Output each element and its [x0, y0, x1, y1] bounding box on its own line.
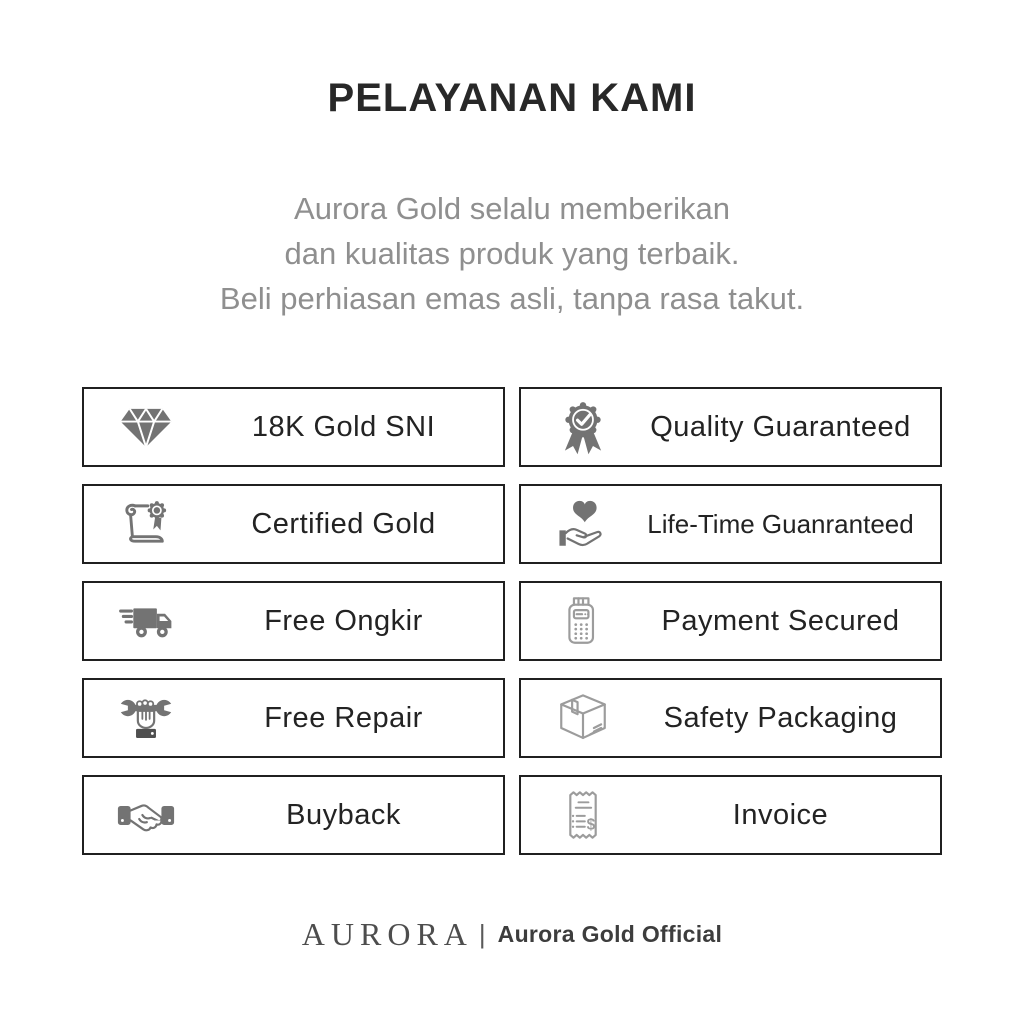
- page-title: PELAYANAN KAMI: [327, 76, 697, 120]
- service-card-free-ongkir: [82, 581, 505, 661]
- subtitle-line-2: dan kualitas produk yang terbaik.: [284, 236, 740, 271]
- service-label: Buyback: [286, 798, 401, 831]
- service-card-payment: [519, 581, 942, 661]
- service-label: Certified Gold: [251, 507, 436, 540]
- subtitle-line-3: Beli perhiasan emas asli, tanpa rasa takut.: [219, 281, 805, 316]
- service-card-18k-gold: [82, 387, 505, 467]
- service-card-quality: [519, 387, 942, 467]
- service-card-certified: [82, 484, 505, 564]
- account-name: Aurora Gold Official: [497, 921, 723, 947]
- service-card-lifetime: [519, 484, 942, 564]
- delivery-truck-icon: [84, 592, 194, 650]
- divider-bar: |: [478, 919, 486, 949]
- service-label: Invoice: [732, 798, 829, 831]
- service-label: Life-Time Guanranteed: [647, 508, 914, 539]
- package-box-icon: [521, 689, 631, 747]
- medal-check-icon: [521, 398, 631, 456]
- service-label: Payment Secured: [661, 604, 900, 637]
- service-label: Safety Packaging: [663, 701, 898, 734]
- certificate-icon: [84, 495, 194, 553]
- svg-text:$: $: [586, 816, 596, 834]
- subtitle-line-1: Aurora Gold selalu memberikan: [294, 191, 730, 226]
- receipt-icon: [521, 786, 631, 844]
- subtitle: [0, 186, 1024, 321]
- service-label: Free Repair: [264, 701, 423, 734]
- wrench-hand-icon: [84, 689, 194, 747]
- heart-in-hand-icon: [521, 495, 631, 553]
- service-card-free-repair: [82, 678, 505, 758]
- service-card-invoice: [519, 775, 942, 855]
- service-label: 18K Gold SNI: [251, 410, 436, 443]
- handshake-icon: [84, 786, 194, 844]
- service-label: Quality Guaranteed: [650, 410, 911, 443]
- payment-terminal-icon: [521, 592, 631, 650]
- service-label: Free Ongkir: [264, 604, 423, 637]
- brand-name: AURORA: [301, 916, 473, 952]
- diamond-icon: [84, 398, 194, 456]
- service-card-packaging: [519, 678, 942, 758]
- service-card-buyback: [82, 775, 505, 855]
- brand-logo: [0, 916, 1024, 953]
- services-grid: [82, 387, 942, 855]
